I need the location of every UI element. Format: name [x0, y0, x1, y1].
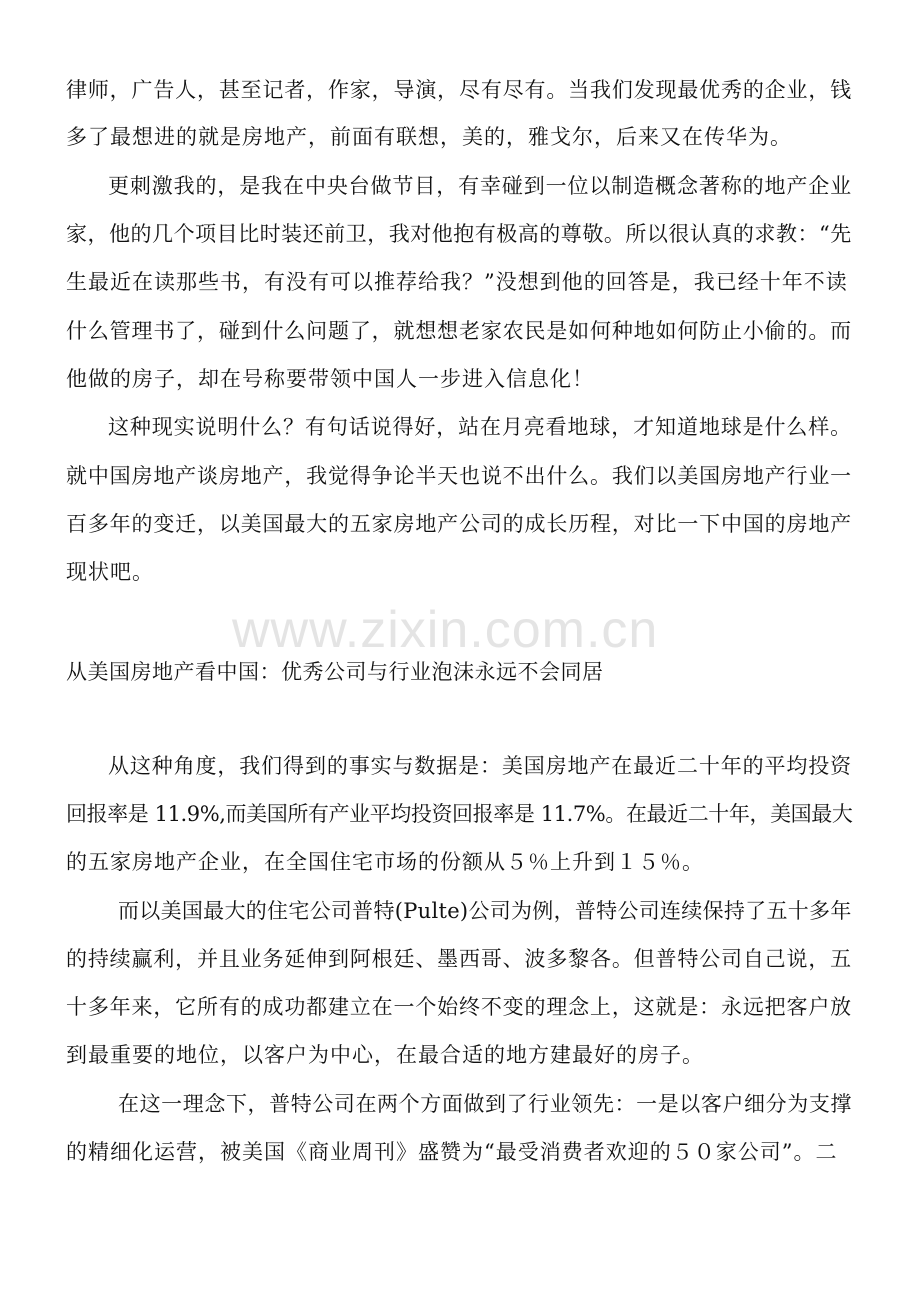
- text-line: 的五家房地产企业，在全国住宅市场的份额从５％上升到１５％。: [66, 850, 704, 874]
- text-line: 生最近在读那些书，有没有可以推荐给我？”没想到他的回答是，我已经十年不读: [66, 270, 848, 294]
- text-line: 从这种角度，我们得到的事实与数据是：美国房地产在最近二十年的平均投资: [108, 754, 852, 778]
- text-line: 这种现实说明什么？有句话说得好，站在月亮看地球，才知道地球是什么样。: [108, 415, 852, 439]
- text-line: 他做的房子，却在号称要带领中国人一步进入信息化！: [66, 367, 594, 391]
- text-line: 律师，广告人，甚至记者，作家，导演，尽有尽有。当我们发现最优秀的企业，钱: [66, 78, 852, 102]
- text-line: 的持续赢利，并且业务延伸到阿根廷、墨西哥、波多黎各。但普特公司自己说，五: [66, 947, 852, 971]
- watermark: www.zixin.com.cn: [232, 601, 659, 659]
- text-line: 现状吧。: [66, 560, 154, 584]
- text-line: 十多年来，它所有的成功都建立在一个始终不变的理念上，这就是：永远把客户放: [66, 995, 852, 1019]
- text-line: 就中国房地产谈房地产，我觉得争论半天也说不出什么。我们以美国房地产行业一: [66, 464, 852, 488]
- text-line: 百多年的变迁，以美国最大的五家房地产公司的成长历程，对比一下中国的房地产: [66, 512, 852, 536]
- text-line: 回报率是 11.9%,而美国所有产业平均投资回报率是 11.7%。在最近二十年，美国最大: [66, 802, 853, 826]
- text-line: 多了最想进的就是房地产，前面有联想，美的，雅戈尔，后来又在传华为。: [66, 125, 792, 149]
- text-line: 到最重要的地位，以客户为中心，在最合适的地方建最好的房子。: [66, 1043, 704, 1067]
- text-line: 家，他的几个项目比时装还前卫，我对他抱有极高的尊敬。所以很认真的求教：“先: [66, 222, 852, 246]
- text-line: 什么管理书了，碰到什么问题了，就想想老家农民是如何种地如何防止小偷的。而: [66, 319, 852, 343]
- text-line: 而以美国最大的住宅公司普特(Pulte)公司为例，普特公司连续保持了五十多年: [118, 899, 852, 923]
- text-line: 在这一理念下，普特公司在两个方面做到了行业领先：一是以客户细分为支撑: [118, 1092, 852, 1116]
- section-heading: 从美国房地产看中国：优秀公司与行业泡沫永远不会同居: [66, 660, 604, 684]
- text-line: 的精细化运营，被美国《商业周刊》盛赞为“最受消费者欢迎的５０家公司”。二: [66, 1140, 838, 1164]
- text-line: 更刺激我的，是我在中央台做节目，有幸碰到一位以制造概念著称的地产企业: [108, 174, 852, 198]
